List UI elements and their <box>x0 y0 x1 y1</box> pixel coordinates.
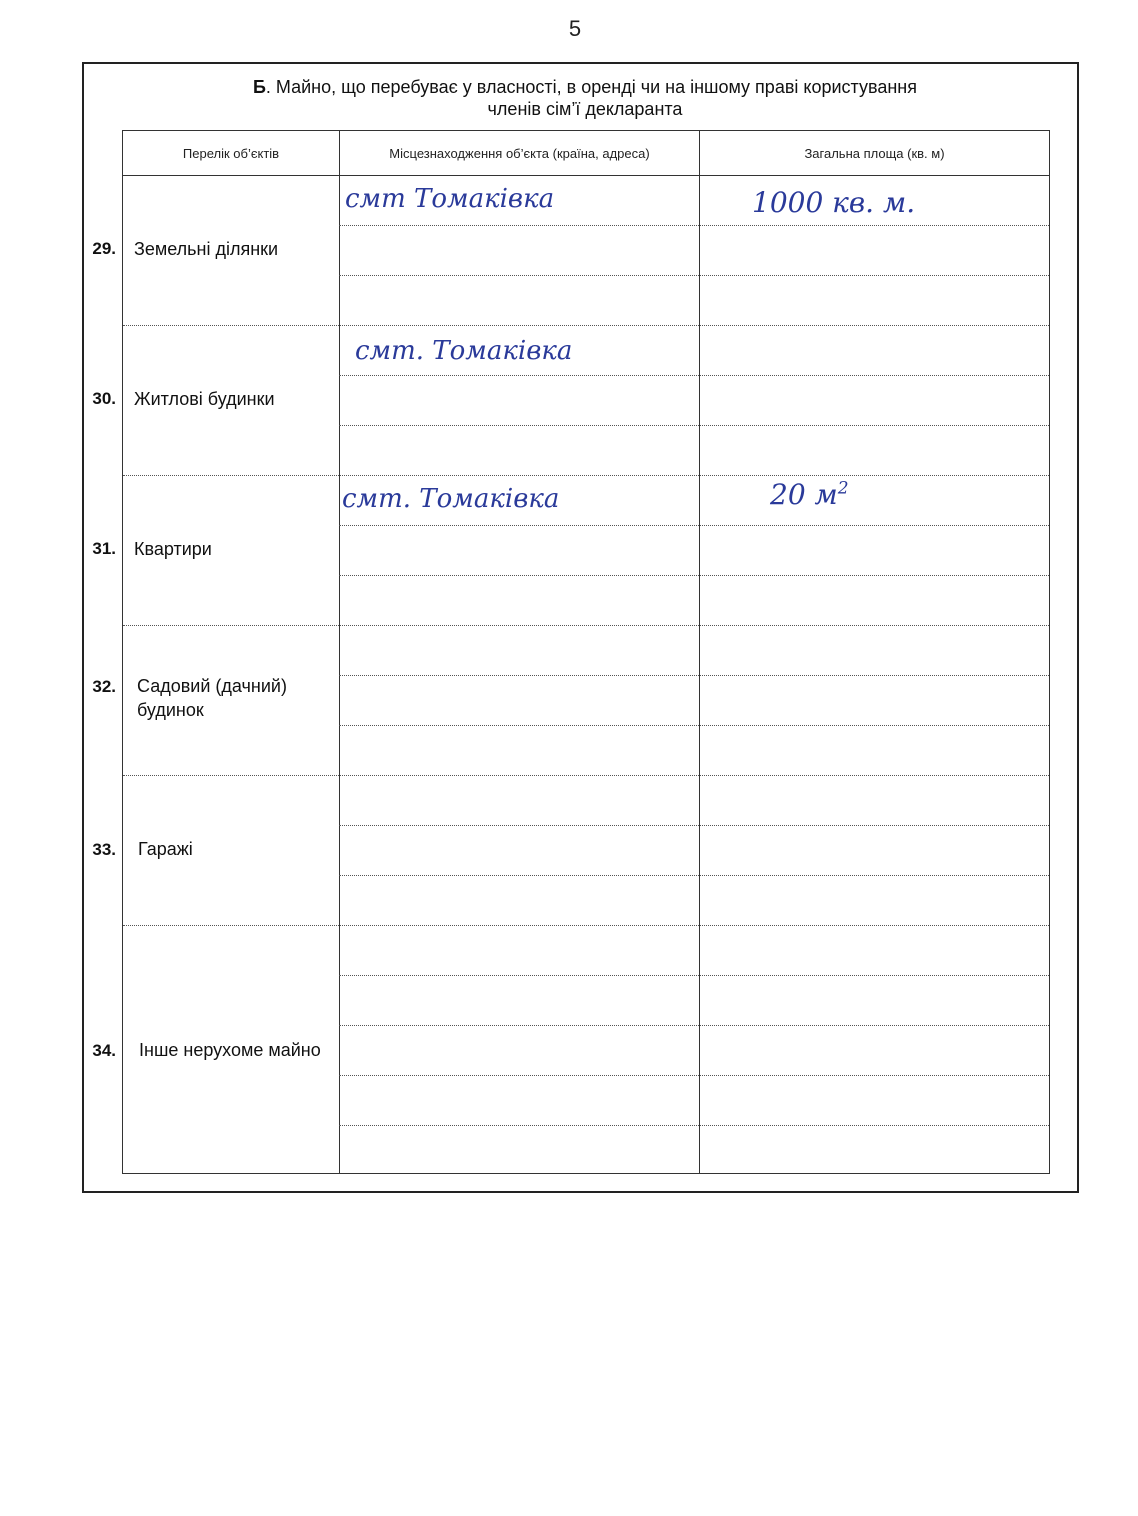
section-letter: Б <box>252 77 266 97</box>
row-label-apartments: Квартири <box>134 539 212 559</box>
row-number-31: 31. <box>92 539 116 558</box>
handwritten-area-31 <box>770 478 849 511</box>
row-separator <box>123 775 1049 776</box>
subrow-line <box>339 425 1049 426</box>
page-number: 5 <box>568 16 582 41</box>
column-divider <box>699 131 700 1173</box>
subrow-line <box>339 575 1049 576</box>
subrow-line <box>339 975 1049 976</box>
property-table <box>122 130 1050 1174</box>
row-label-houses: Житлові будинки <box>134 389 275 409</box>
subrow-line <box>339 275 1049 276</box>
handwritten-location-30: смт. Томаківка <box>355 336 573 366</box>
row-number-33: 33. <box>92 840 116 859</box>
row-separator <box>123 325 1049 326</box>
subrow-line <box>339 225 1049 226</box>
header-separator <box>123 175 1049 176</box>
subrow-line <box>339 675 1049 676</box>
subrow-line <box>339 725 1049 726</box>
section-heading-line1 <box>120 76 1050 98</box>
section-title-line2: членів сім’ї декларанта <box>487 99 683 119</box>
row-label-garages: Гаражі <box>138 839 193 859</box>
column-header-location: Місцезнаходження об’єкта (країна, адреса) <box>389 145 650 161</box>
subrow-line <box>339 375 1049 376</box>
section-heading <box>120 76 1050 120</box>
row-label-other-realty: Інше нерухоме майно <box>139 1040 321 1060</box>
subrow-line <box>339 1075 1049 1076</box>
subrow-line <box>339 1025 1049 1026</box>
row-separator <box>123 625 1049 626</box>
section-title-line1: . Майно, що перебуває у власності, в оренді чи на іншому праві користування <box>265 77 917 97</box>
handwritten-location-29: смт Томаківка <box>345 184 555 214</box>
row-number-30: 30. <box>92 389 116 408</box>
row-number-34: 34. <box>92 1041 116 1060</box>
row-label-land: Земельні ділянки <box>134 239 279 259</box>
row-separator <box>123 475 1049 476</box>
column-divider <box>339 131 340 1173</box>
row-number-32: 32. <box>92 677 116 696</box>
subrow-line <box>339 875 1049 876</box>
row-separator <box>123 925 1049 926</box>
row-label-garden-house: Садовий (дачний) будинок <box>137 676 287 720</box>
handwritten-location-31: смт. Томаківка <box>342 484 560 514</box>
column-header-objects: Перелік об’єктів <box>182 145 280 161</box>
handwritten-area-29: 1000 кв. м. <box>752 186 916 219</box>
row-number-29: 29. <box>92 239 116 258</box>
subrow-line <box>339 1125 1049 1126</box>
handwritten-area-31-exponent: 2 <box>837 478 849 499</box>
column-header-area: Загальна площа (кв. м) <box>804 145 945 161</box>
handwritten-area-31-value: 20 м <box>770 478 838 511</box>
subrow-line <box>339 825 1049 826</box>
subrow-line <box>339 525 1049 526</box>
